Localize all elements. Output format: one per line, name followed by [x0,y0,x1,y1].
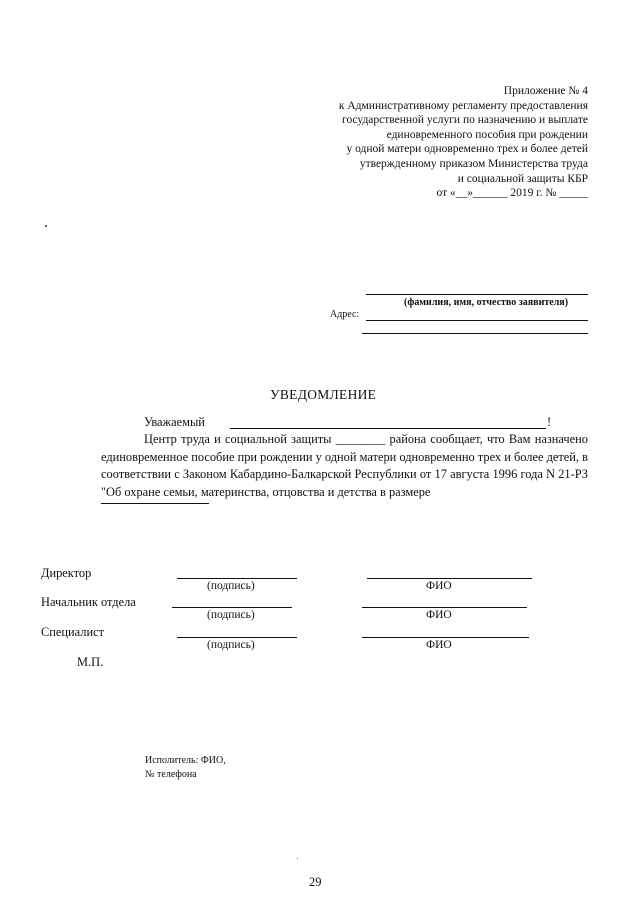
address-label: Адрес: [330,309,360,320]
director-sign-caption: (подпись) [207,580,255,592]
appendix-header [268,84,588,201]
specialist-name-line [362,637,529,638]
salutation-exclamation: ! [547,415,552,429]
director-signature-line [177,578,297,579]
applicant-name-line [366,294,588,295]
specialist-sign-caption: (подпись) [207,639,255,651]
notice-paragraph: Центр труда и социальной защиты ________ района сообщает, что Вам назначено единовременное пособие при рождении у одной матери одновременно трех и более детей, в соответствии с Законом Кабардино-Балкарской Республики от 17 августа 1996 года N 21-РЗ "Об охране семьи, материнства, отцовства и детства в размере [101,432,588,499]
role-director: Директор [41,566,92,580]
header-line: утвержденному приказом Министерства труда [359,157,588,170]
executor-name: Исполитель: ФИО, [145,755,226,766]
header-line: единовременного пособия при рождении [386,128,588,141]
dept-head-sign-caption: (подпись) [207,609,255,621]
role-specialist: Специалист [41,625,104,639]
header-line: Приложение № 4 [503,85,588,97]
header-line: к Административному регламенту предоставления [338,99,588,112]
specialist-name-caption: ФИО [426,639,452,651]
scan-speck [297,858,298,859]
role-department-head: Начальник отдела [41,595,136,609]
amount-blank-line [101,503,209,504]
header-line: и социальной защиты КБР [457,172,588,185]
notice-title: УВЕДОМЛЕНИЕ [270,387,377,402]
dept-head-name-caption: ФИО [426,609,452,621]
notice-body [101,431,588,501]
scan-speck [45,225,47,227]
director-name-line [367,578,532,579]
applicant-name-caption: (фамилия, имя, отчество заявителя) [404,297,569,308]
header-line: у одной матери одновременно трех и более детей [346,143,588,156]
executor-phone: № телефона [145,769,197,780]
recipient-name-line [230,428,546,429]
page-number: 29 [309,875,322,889]
address-line-2 [362,333,588,334]
director-name-caption: ФИО [426,580,452,592]
stamp-mark: М.П. [77,655,104,669]
dept-head-name-line [362,607,527,608]
header-line: от «__»______ 2019 г. № _____ [436,187,588,200]
specialist-signature-line [177,637,297,638]
address-line-1 [366,320,588,321]
salutation-label: Уважаемый [144,415,205,429]
header-line: государственной услуги по назначению и выплате [342,114,588,127]
dept-head-signature-line [172,607,292,608]
